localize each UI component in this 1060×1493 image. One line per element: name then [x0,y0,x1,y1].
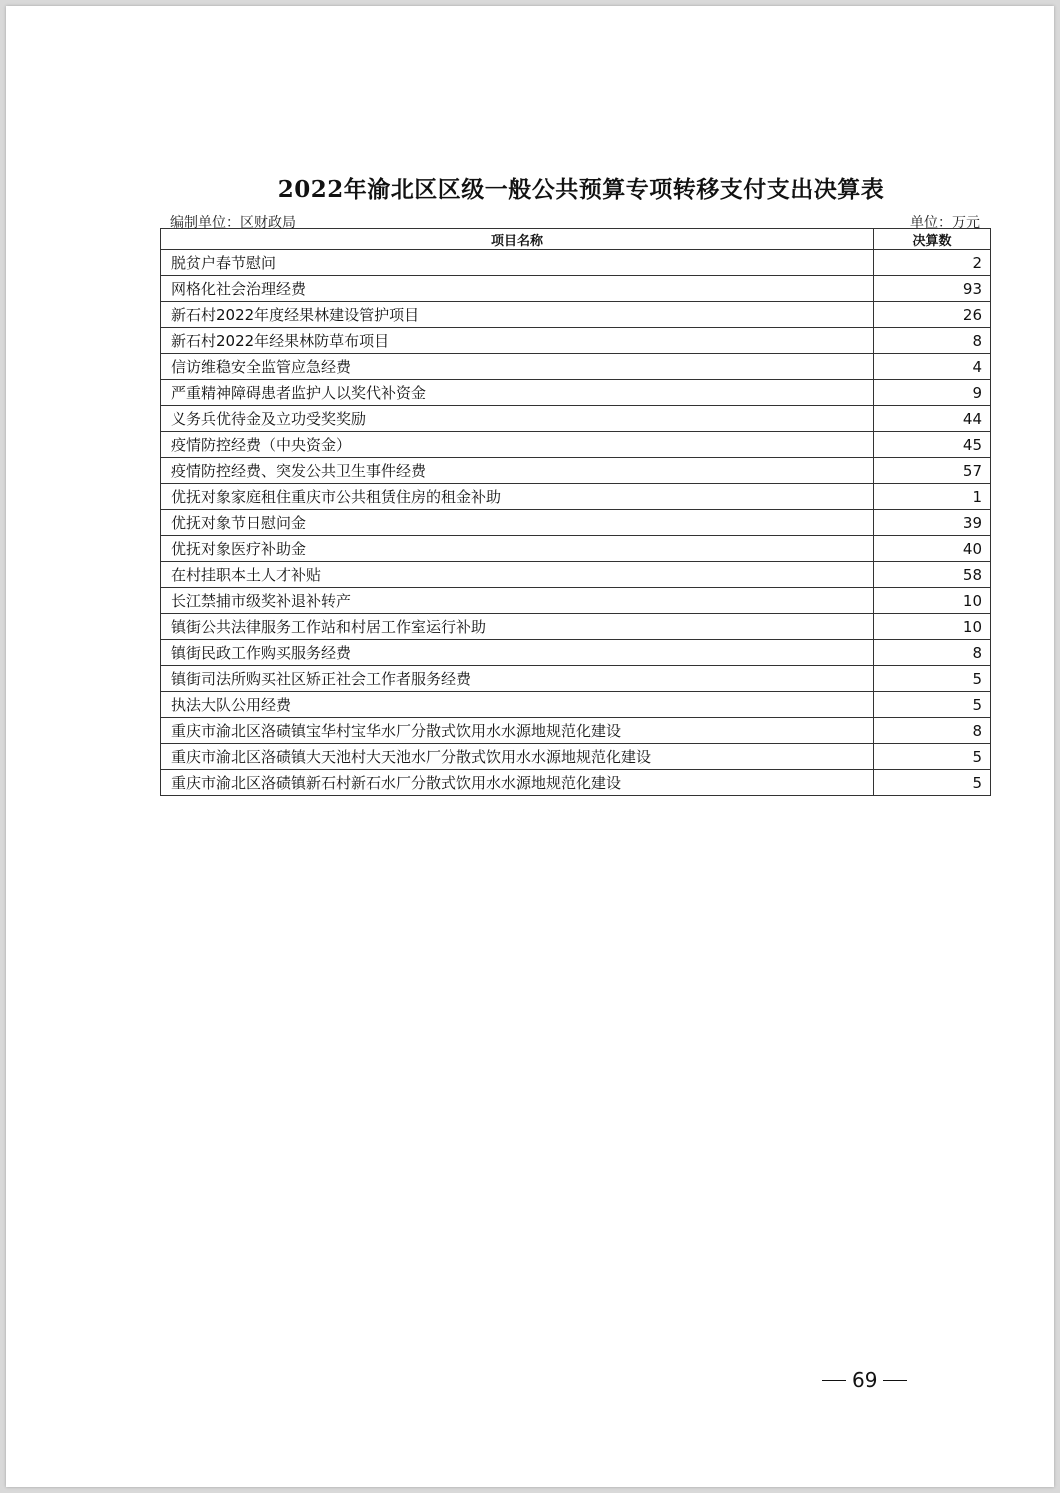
row-name: 疫情防控经费、突发公共卫生事件经费 [161,458,874,484]
row-name: 优抚对象节日慰问金 [161,510,874,536]
table-row [161,484,991,510]
table-row [161,510,991,536]
row-value: 10 [874,614,991,640]
table-row [161,328,991,354]
row-name: 义务兵优待金及立功受奖奖励 [161,406,874,432]
row-name: 执法大队公用经费 [161,692,874,718]
row-value: 8 [874,718,991,744]
row-value: 45 [874,432,991,458]
row-value: 58 [874,562,991,588]
row-value: 4 [874,354,991,380]
row-name: 优抚对象家庭租住重庆市公共租赁住房的租金补助 [161,484,874,510]
row-name: 脱贫户春节慰问 [161,250,874,276]
header-project-name: 项目名称 [161,229,874,250]
row-name: 重庆市渝北区洛碛镇宝华村宝华水厂分散式饮用水水源地规范化建设 [161,718,874,744]
row-value: 44 [874,406,991,432]
table-row [161,354,991,380]
table-row [161,614,991,640]
table-row [161,744,991,770]
table-row [161,380,991,406]
table-row [161,276,991,302]
row-value: 57 [874,458,991,484]
table-row [161,250,991,276]
row-name: 重庆市渝北区洛碛镇大天池村大天池水厂分散式饮用水水源地规范化建设 [161,744,874,770]
table-row [161,770,991,796]
table-row [161,406,991,432]
row-value: 10 [874,588,991,614]
page-dash-right [883,1380,907,1381]
row-value: 40 [874,536,991,562]
row-value: 5 [874,744,991,770]
row-name: 重庆市渝北区洛碛镇新石村新石水厂分散式饮用水水源地规范化建设 [161,770,874,796]
page-number-text: 69 [852,1368,878,1392]
row-name: 信访维稳安全监管应急经费 [161,354,874,380]
row-value: 9 [874,380,991,406]
row-value: 5 [874,692,991,718]
table-row [161,718,991,744]
row-value: 2 [874,250,991,276]
table-row [161,588,991,614]
page-dash-left [822,1380,846,1381]
table-row [161,458,991,484]
table-row [161,640,991,666]
row-value: 8 [874,328,991,354]
row-name: 新石村2022年经果林防草布项目 [161,328,874,354]
row-value: 5 [874,770,991,796]
row-value: 5 [874,666,991,692]
row-name: 新石村2022年度经果林建设管护项目 [161,302,874,328]
header-final-amount: 决算数 [874,229,991,250]
row-name: 疫情防控经费（中央资金） [161,432,874,458]
row-name: 镇街公共法律服务工作站和村居工作室运行补助 [161,614,874,640]
row-value: 1 [874,484,991,510]
page-number [816,1368,913,1392]
row-value: 39 [874,510,991,536]
row-name: 网格化社会治理经费 [161,276,874,302]
row-name: 严重精神障碍患者监护人以奖代补资金 [161,380,874,406]
row-value: 93 [874,276,991,302]
table-row [161,692,991,718]
row-name: 镇街民政工作购买服务经费 [161,640,874,666]
row-value: 26 [874,302,991,328]
row-name: 在村挂职本土人才补贴 [161,562,874,588]
table-row [161,432,991,458]
row-name: 优抚对象医疗补助金 [161,536,874,562]
document-page [6,6,1054,1487]
table-row [161,666,991,692]
row-value: 8 [874,640,991,666]
table-row [161,562,991,588]
table-header-row [161,229,991,250]
document-title: 2022年渝北区区级一般公共预算专项转移支付支出决算表 [277,176,885,203]
row-name: 长江禁捕市级奖补退补转产 [161,588,874,614]
budget-table [160,228,991,796]
row-name: 镇街司法所购买社区矫正社会工作者服务经费 [161,666,874,692]
compiler-label: 编制单位：区财政局 [170,215,296,231]
unit-label: 单位：万元 [910,215,980,231]
table-row [161,302,991,328]
table-row [161,536,991,562]
